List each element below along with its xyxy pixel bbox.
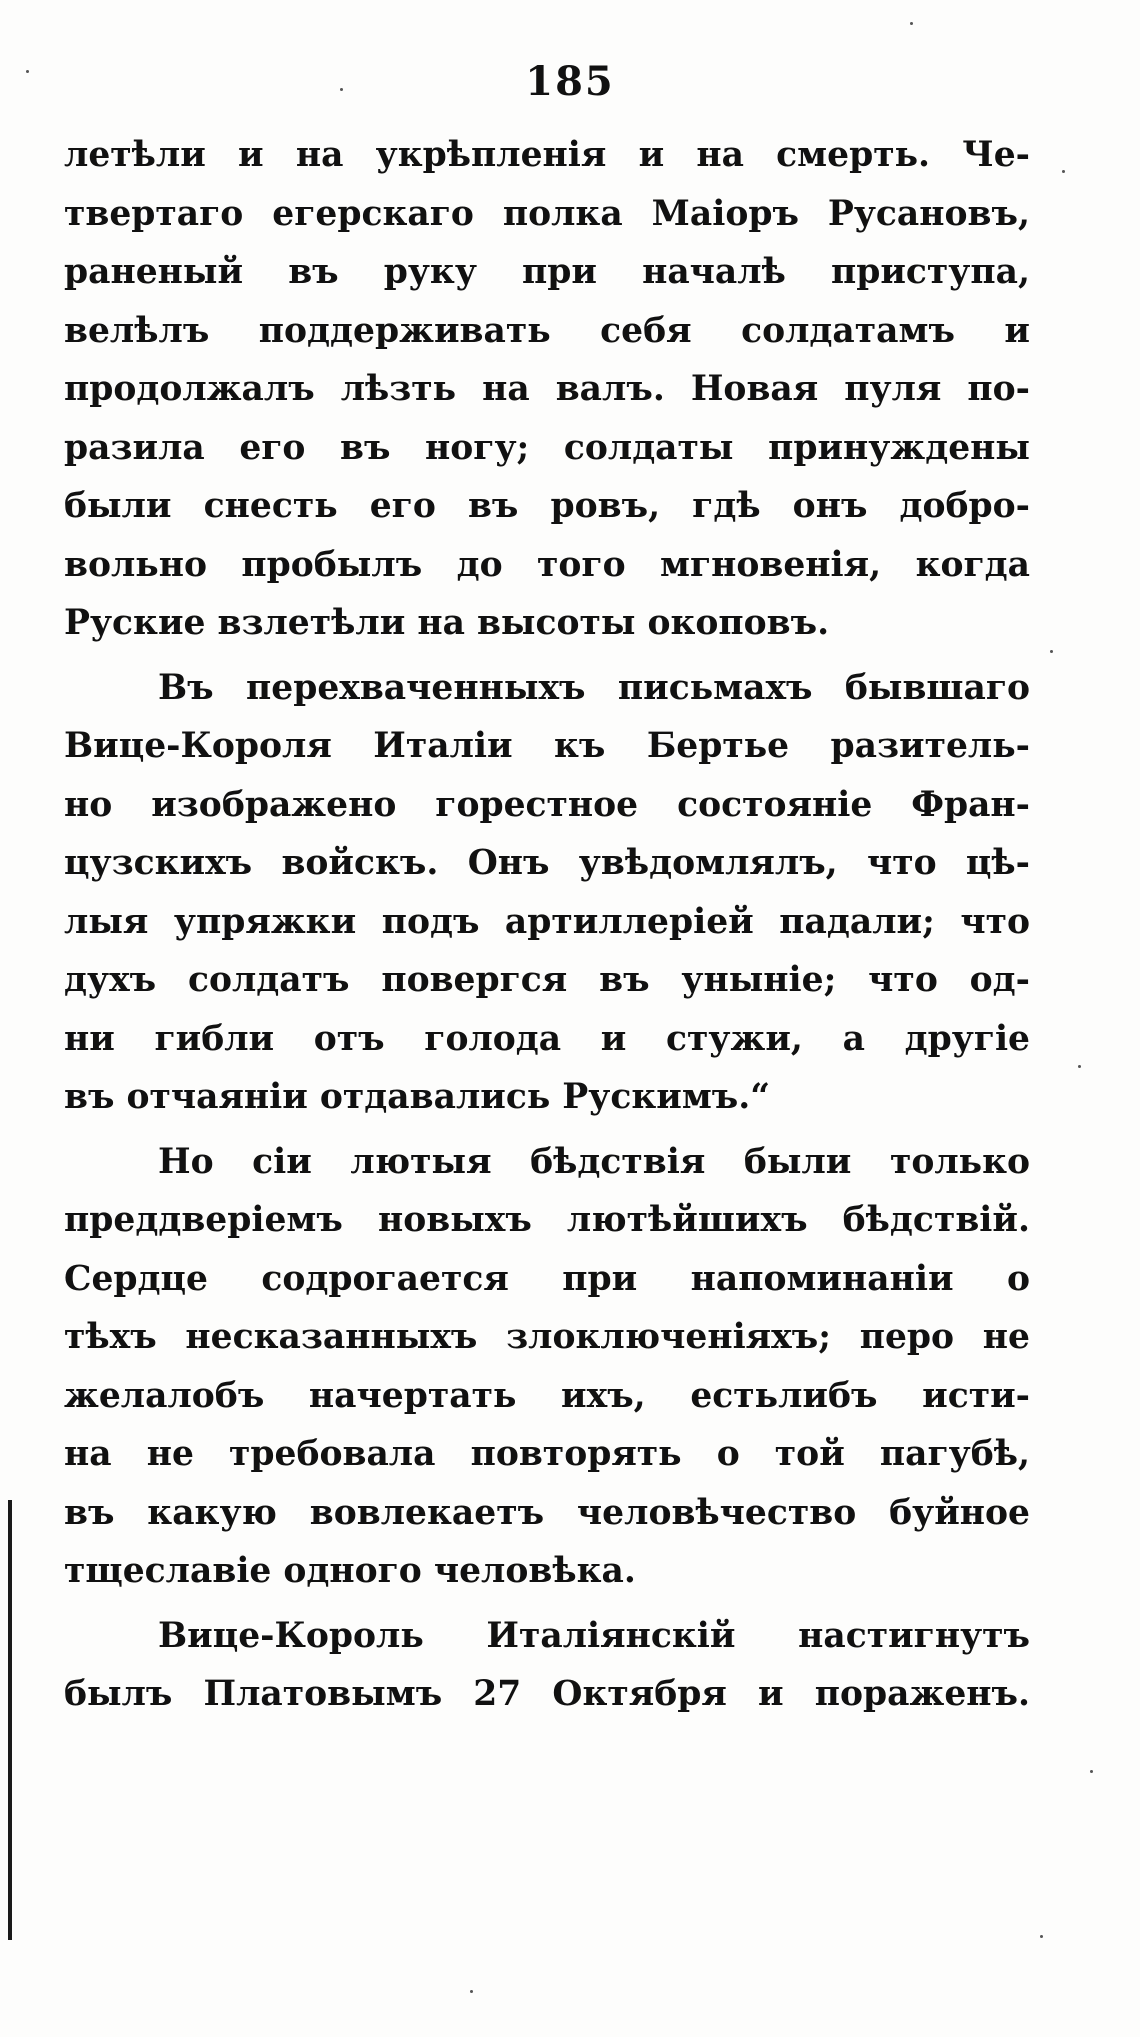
paragraph-2 <box>64 659 1030 1127</box>
text-line: вольно пробылъ до того мгновенія, когда <box>64 544 1030 585</box>
print-speck <box>1050 650 1053 653</box>
print-speck <box>340 88 343 91</box>
print-speck <box>910 22 913 25</box>
text-line: преддверіемъ новыхъ лютѣйшихъ бѣдствій. <box>64 1200 1030 1240</box>
text-line: но изображено горестное состояніе Фран- <box>64 784 1030 825</box>
text-line: были снесть его въ ровъ, гдѣ онъ добро- <box>64 486 1030 526</box>
text-line: тщеславіе одного человѣка. <box>64 1551 636 1591</box>
page-edge-line <box>8 1500 12 1940</box>
text-line: Вице-Король Италіянскій настигнутъ <box>158 1615 1030 1656</box>
print-speck <box>1040 1935 1043 1938</box>
text-line: летѣли и на укрѣпленія и на смерть. Че- <box>64 135 1030 175</box>
text-line: Но сіи лютыя бѣдствія были только <box>158 1141 1030 1182</box>
text-line: разила его въ ногу; солдаты принуждены <box>64 427 1030 468</box>
text-line: цузскихъ войскъ. Онъ увѣдомлялъ, что цѣ- <box>64 843 1030 883</box>
print-speck <box>1062 170 1065 173</box>
text-line: въ какую вовлекаетъ человѣчество буйное <box>64 1492 1030 1533</box>
text-line: раненый въ руку при началѣ приступа, <box>64 252 1030 292</box>
text-line: велѣлъ поддерживать себя солдатамъ и <box>64 310 1030 351</box>
text-line: Вице-Короля Италіи къ Бертье разитель- <box>64 726 1030 766</box>
text-line: на не требовала повторять о той пагубѣ, <box>64 1434 1030 1474</box>
text-line: былъ Платовымъ 27 Октября и пораженъ. <box>64 1674 1030 1714</box>
text-line: твертаго егерскаго полка Маіоръ Русановъ, <box>64 193 1030 234</box>
text-line: лыя упряжки подъ артиллеріей падали; что <box>64 901 1030 942</box>
print-speck <box>26 70 29 73</box>
text-line: ни гибли отъ голода и стужи, а другіе <box>64 1018 1030 1059</box>
paragraph-4 <box>64 1607 1030 1724</box>
paragraph-3 <box>64 1133 1030 1601</box>
page-number: 185 <box>525 58 615 105</box>
text-line: тѣхъ несказанныхъ злоключеніяхъ; перо не <box>64 1317 1030 1357</box>
paragraph-1 <box>64 126 1030 653</box>
text-line: духъ солдатъ повергся въ уныніе; что од- <box>64 960 1030 1000</box>
text-line: продолжалъ лѣзть на валъ. Новая пуля по- <box>64 369 1030 409</box>
text-line: въ отчаяніи отдавались Рускимъ.“ <box>64 1077 771 1117</box>
body-text <box>64 126 1030 1724</box>
print-speck <box>470 1990 473 1993</box>
text-line: Руские взлетѣли на высоты окоповъ. <box>64 603 830 643</box>
text-line: Въ перехваченныхъ письмахъ бывшаго <box>158 667 1030 708</box>
print-speck <box>1090 1770 1093 1773</box>
text-line: желалобъ начертать ихъ, естьлибъ исти- <box>64 1375 1030 1416</box>
text-line: Сердце содрогается при напоминаніи о <box>64 1258 1030 1299</box>
print-speck <box>1078 1065 1081 1068</box>
